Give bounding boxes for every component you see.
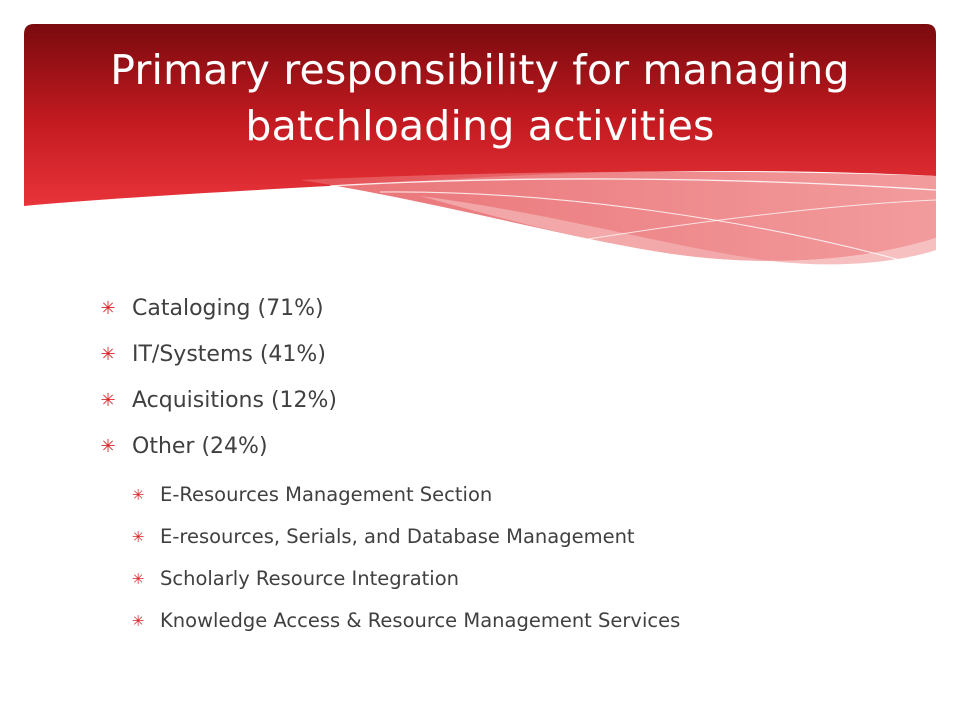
sub-bullet-list	[98, 474, 918, 642]
sub-bullet-label: E-Resources Management Section	[160, 483, 493, 506]
bullet-label: IT/Systems (41%)	[132, 342, 326, 367]
bullet-label: Acquisitions (12%)	[132, 388, 338, 413]
asterisk-bullet-icon: ✳	[100, 390, 116, 411]
asterisk-bullet-icon: ✳	[100, 344, 116, 365]
slide-title: Primary responsibility for managing batchloading activities	[110, 46, 850, 150]
asterisk-bullet-icon: ✳	[100, 436, 116, 457]
sub-bullet-item	[128, 600, 918, 642]
bullet-item	[98, 332, 918, 378]
bullet-item	[98, 424, 918, 470]
bullet-content	[98, 286, 918, 642]
asterisk-bullet-icon: ✳	[131, 570, 145, 588]
asterisk-bullet-icon: ✳	[131, 612, 145, 630]
sub-bullet-item	[128, 474, 918, 516]
sub-bullet-label: Scholarly Resource Integration	[160, 567, 460, 590]
sub-bullet-label: Knowledge Access & Resource Management Services	[160, 609, 681, 632]
sub-bullet-item	[128, 558, 918, 600]
asterisk-bullet-icon: ✳	[100, 298, 116, 319]
bullet-item	[98, 286, 918, 332]
bullet-label: Cataloging (71%)	[132, 296, 324, 321]
sub-bullet-label: E-resources, Serials, and Database Management	[160, 525, 635, 548]
asterisk-bullet-icon: ✳	[131, 528, 145, 546]
sub-bullet-item	[128, 516, 918, 558]
bullet-list	[98, 286, 918, 470]
asterisk-bullet-icon: ✳	[131, 486, 145, 504]
bullet-label: Other (24%)	[132, 434, 268, 459]
bullet-item	[98, 378, 918, 424]
